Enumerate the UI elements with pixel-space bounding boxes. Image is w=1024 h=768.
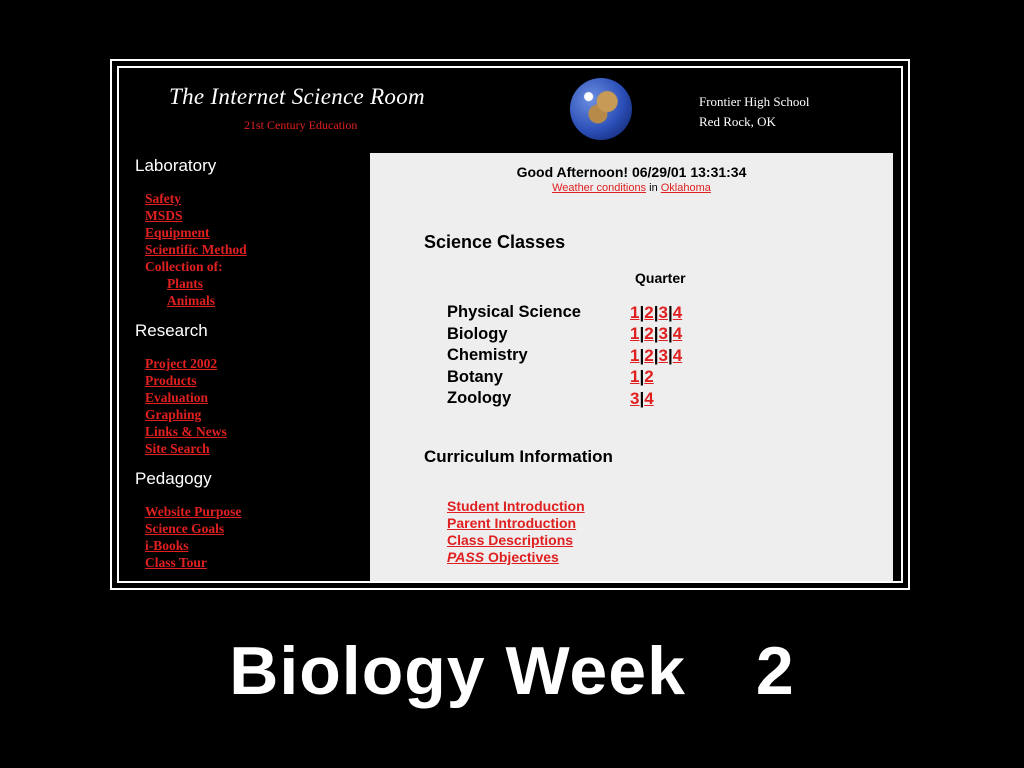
class-name: Physical Science: [447, 303, 581, 322]
sidebar-link-evaluation[interactable]: Evaluation: [145, 390, 209, 405]
quarter-link-3[interactable]: 3: [658, 345, 668, 365]
separator: |: [653, 324, 659, 344]
quarter-link-4[interactable]: 4: [672, 302, 683, 322]
greeting-timestamp: Good Afternoon! 06/29/01 13:31:34: [516, 164, 747, 180]
pass-label: PASS: [447, 549, 485, 565]
class-descriptions-link[interactable]: Class Descriptions: [447, 532, 574, 548]
site-subtitle: 21st Century Education: [244, 118, 358, 132]
sidebar-link-science-goals[interactable]: Science Goals: [145, 521, 225, 536]
school-location: Red Rock, OK: [699, 114, 776, 129]
curriculum-heading: Curriculum Information: [424, 447, 613, 466]
school-info: [699, 92, 810, 132]
sidebar-link-animals[interactable]: Animals: [167, 293, 216, 308]
quarter-link-2[interactable]: 2: [644, 345, 654, 365]
weather-conditions-link[interactable]: Weather conditions: [552, 182, 647, 194]
quarter-links: [630, 389, 654, 409]
class-row-biology: [447, 324, 682, 346]
weather-in-text: in: [649, 182, 658, 194]
quarter-links: [630, 303, 682, 323]
separator: |: [639, 367, 645, 387]
slide-caption: [0, 632, 1024, 710]
sidebar-nav: [135, 156, 365, 583]
separator: |: [639, 302, 645, 322]
classes-table: [447, 302, 682, 410]
weather-line: [370, 182, 893, 194]
research-links: [145, 355, 365, 457]
quarter-link-4[interactable]: 4: [672, 345, 683, 365]
quarter-links: [630, 367, 654, 387]
sidebar-link-i-books[interactable]: i-Books: [145, 538, 189, 553]
class-row-zoology: [447, 388, 682, 410]
class-name: Botany: [447, 367, 503, 386]
sidebar-heading-laboratory: Laboratory: [135, 156, 217, 175]
separator: |: [653, 345, 659, 365]
quarter-links: [630, 324, 682, 344]
quarter-link-2[interactable]: 2: [644, 302, 654, 322]
weather-state-link[interactable]: Oklahoma: [660, 182, 711, 194]
quarter-link-2[interactable]: 2: [644, 367, 654, 387]
pass-objectives-link[interactable]: [447, 549, 559, 565]
quarter-link-2[interactable]: 2: [644, 324, 654, 344]
curriculum-links: [447, 498, 585, 566]
sidebar-link-safety[interactable]: Safety: [145, 191, 181, 206]
sidebar-link-site-search[interactable]: Site Search: [145, 441, 210, 456]
quarter-links: [630, 346, 682, 366]
class-row-chemistry: [447, 345, 682, 367]
class-name: Chemistry: [447, 346, 528, 365]
quarter-link-1[interactable]: 1: [630, 302, 640, 322]
quarter-link-3[interactable]: 3: [658, 324, 668, 344]
caption-week-number: 2: [755, 633, 795, 709]
site-title: The Internet Science Room: [169, 84, 425, 109]
sidebar-link-project-2002[interactable]: Project 2002: [145, 356, 218, 371]
parent-introduction-link[interactable]: Parent Introduction: [447, 515, 577, 531]
quarter-link-4[interactable]: 4: [672, 324, 683, 344]
quarter-link-3[interactable]: 3: [658, 302, 668, 322]
separator: |: [667, 324, 673, 344]
main-content-panel: [370, 153, 893, 583]
sidebar-link-products[interactable]: Products: [145, 373, 197, 388]
collection-label: Collection of:: [145, 259, 223, 274]
sidebar-link-graphing[interactable]: Graphing: [145, 407, 202, 422]
separator: |: [653, 302, 659, 322]
quarter-label: Quarter: [635, 270, 686, 286]
laboratory-links: [145, 190, 365, 309]
student-introduction-link[interactable]: Student Introduction: [447, 498, 585, 514]
pedagogy-links: [145, 503, 365, 571]
quarter-link-4[interactable]: 4: [644, 388, 654, 408]
quarter-link-1[interactable]: 1: [630, 367, 640, 387]
sidebar-link-class-tour[interactable]: Class Tour: [145, 555, 207, 570]
sidebar-link-links-news[interactable]: Links & News: [145, 424, 227, 439]
class-name: Zoology: [447, 389, 512, 408]
caption-title: Biology Week: [229, 633, 686, 709]
separator: |: [639, 345, 645, 365]
web-page: [117, 66, 903, 583]
globe-icon: [570, 78, 632, 140]
sidebar-heading-pedagogy: Pedagogy: [135, 469, 212, 488]
browser-screenshot-frame: [110, 59, 910, 590]
class-row-botany: [447, 367, 682, 389]
sidebar-link-scientific-method[interactable]: Scientific Method: [145, 242, 247, 257]
class-name: Biology: [447, 324, 508, 343]
quarter-link-1[interactable]: 1: [630, 345, 640, 365]
separator: |: [667, 302, 673, 322]
sidebar-heading-research: Research: [135, 321, 208, 340]
objectives-label: Objectives: [484, 549, 559, 565]
science-classes-heading: Science Classes: [424, 232, 566, 252]
sidebar-link-plants[interactable]: Plants: [167, 276, 204, 291]
separator: |: [639, 388, 645, 408]
sidebar-link-website-purpose[interactable]: Website Purpose: [145, 504, 242, 519]
school-name: Frontier High School: [699, 94, 810, 109]
quarter-link-1[interactable]: 1: [630, 324, 640, 344]
class-row-physical-science: [447, 302, 682, 324]
separator: |: [639, 324, 645, 344]
quarter-link-3[interactable]: 3: [630, 388, 640, 408]
sidebar-link-msds[interactable]: MSDS: [145, 208, 183, 223]
sidebar-link-equipment[interactable]: Equipment: [145, 225, 210, 240]
separator: |: [667, 345, 673, 365]
